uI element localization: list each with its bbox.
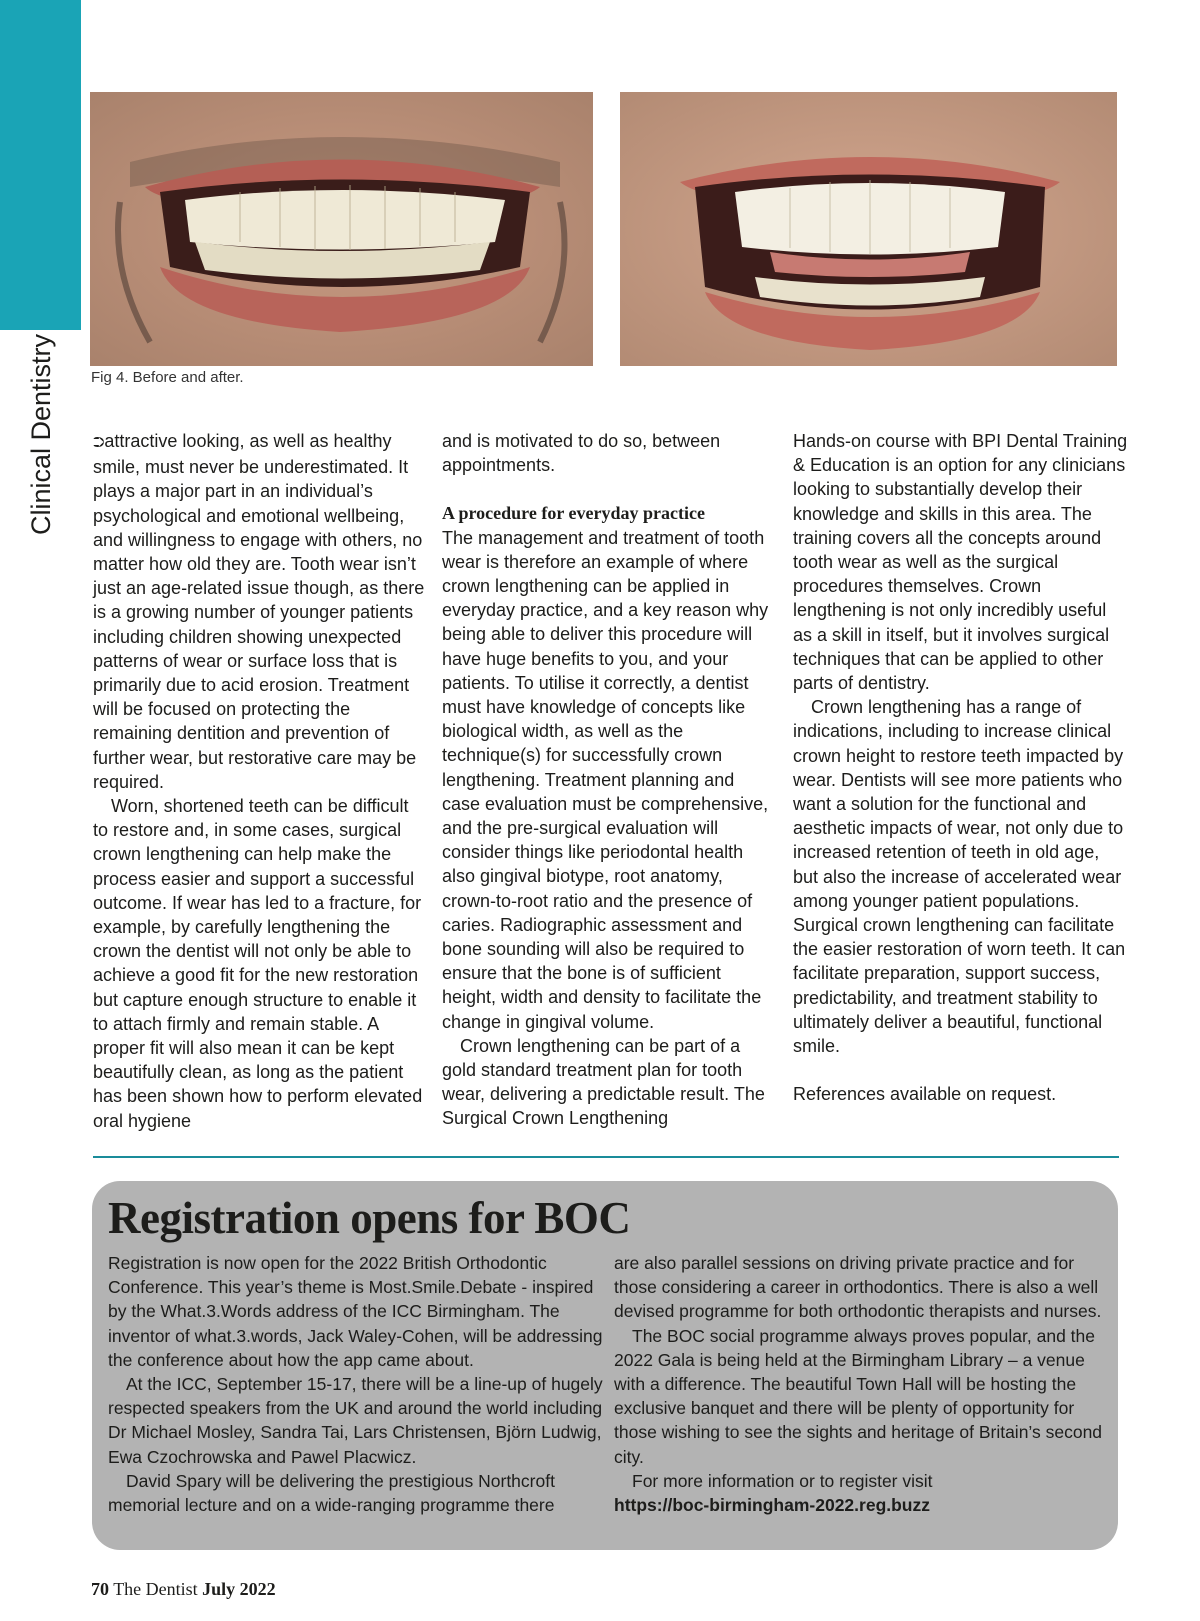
boc-paragraph: are also parallel sessions on driving private practice and for those considering a career in orthodontics. There is also a well devised programme for both orthodontic therapists and nurses.: [614, 1253, 1102, 1322]
page-footer: [91, 1579, 276, 1600]
boc-paragraph: Registration is now open for the 2022 British Orthodontic Conference. This year’s theme is Most.Smile.Debate - inspired by the What.3.Words address of the ICC Birmingham. The inventor of what.3.words, Jack Waley-Cohen, will be addressing the conference about how the app came about.: [108, 1253, 603, 1370]
boc-column-1: [108, 1251, 603, 1517]
article-paragraph: and is motivated to do so, between appointments.: [442, 431, 721, 476]
before-photo: [90, 92, 593, 366]
references-note: References available on request.: [793, 1084, 1057, 1105]
article-paragraph: Crown lengthening can be part of a gold standard treatment plan for tooth wear, delivering a predictable result. The Surgical Crown Lengthening: [442, 1035, 765, 1129]
article-paragraph: The management and treatment of tooth wear is therefore an example of where crown lengthening can be applied in everyday practice, and a key reason why being able to deliver this procedure will have huge benefits to you, and your patients. To utilise it correctly, a dentist must have knowledge of concepts like biological width, as well as the technique(s) for successfully crown lengthening. Treatment planning and case evaluation must be comprehensive, and the pre-surgical evaluation will consider things like periodontal health also gingival biotype, root anatomy, crown-to-root ratio and the presence of caries. Radiographic assessment and bone sounding will also be required to ensure that the bone is of sufficient height, width and density to facilitate the change in gingival volume.: [442, 527, 769, 1032]
figure-caption: Fig 4. Before and after.: [91, 369, 244, 386]
publication-name: The Dentist: [113, 1579, 198, 1599]
article-paragraph: Worn, shortened teeth can be difficult to restore and, in some cases, surgical crown lengthening can help make the process easier and support a successful outcome. If wear has led to a fracture, for example, by carefully lengthening the crown the dentist will not only be able to achieve a good fit for the new restoration but capture enough structure to enable it to attach firmly and remain stable. A proper fit will also mean it can be kept beautifully clean, as long as the patient has been shown how to perform elevated oral hygiene: [93, 796, 423, 1131]
article-paragraph: Crown lengthening has a range of indications, including to increase clinical crown height to restore teeth impacted by wear. Dentists will see more patients who want a solution for the functional and aesthetic impacts of wear, not only due to increased retention of teeth in old age, but also the increase of accelerated wear among younger patient populations. Surgical crown lengthening can facilitate the easier restoration of worn teeth. It can facilitate preparation, support success, predictability, and treatment stability to ultimately deliver a beautiful, functional smile.: [793, 697, 1126, 1057]
article-paragraph: Hands-on course with BPI Dental Training & Education is an option for any clinicians looking to substantially develop their knowledge and skills in this area. The training covers all the concepts around tooth wear as well as the surgical procedures themselves. Crown lengthening is not only incredibly useful as a skill in itself, but it involves surgical techniques that can be applied to other parts of dentistry.: [793, 431, 1128, 694]
page-number: 70: [91, 1579, 109, 1599]
article-paragraph: [93, 429, 428, 794]
article-column-2: [442, 429, 777, 1131]
section-color-band: [0, 0, 81, 330]
boc-title: Registration opens for BOC: [108, 1193, 631, 1243]
section-divider: [93, 1156, 1119, 1158]
article-column-3: [793, 429, 1128, 1106]
boc-paragraph: David Spary will be delivering the prestigious Northcroft memorial lecture and on a wide-ranging programme there: [108, 1470, 555, 1516]
boc-registration-link[interactable]: https://boc-birmingham-2022.reg.buzz: [614, 1495, 930, 1516]
boc-paragraph: For more information or to register visit: [632, 1470, 933, 1491]
continued-arrow-icon: ⮊: [93, 434, 105, 451]
boc-column-2: [614, 1251, 1109, 1517]
boc-paragraph: The BOC social programme always proves popular, and the 2022 Gala is being held at the Birmingham Library – a venue with a difference. The beautiful Town Hall will be hosting the exclusive banquet and there will be plenty of opportunity for those wishing to see the sights and heritage of Britain’s second city.: [614, 1325, 1103, 1467]
paragraph-text: attractive looking, as well as healthy smile, must never be underestimated. It plays a major part in an individual’s psychological and emotional wellbeing, and willingness to engage with others, no matter how old they are. Tooth wear isn’t just an age-related issue though, as there is a growing number of younger patients including children showing unexpected patterns of wear or surface loss that is primarily due to acid erosion. Treatment will be focused on protecting the remaining dentition and prevention of further wear, but restorative care may be required.: [93, 431, 425, 792]
issue-date: July 2022: [202, 1579, 276, 1599]
section-label: Clinical Dentistry: [26, 333, 56, 535]
boc-paragraph: At the ICC, September 15-17, there will be a line-up of hugely respected speakers from the UK and around the world including Dr Michael Mosley, Sandra Tai, Lars Christensen, Björn Ludwig, Ewa Czochrowska and Pawel Placwicz.: [108, 1374, 603, 1467]
after-photo: [620, 92, 1117, 366]
section-heading: A procedure for everyday practice: [442, 503, 705, 524]
article-column-1: [93, 429, 428, 1133]
